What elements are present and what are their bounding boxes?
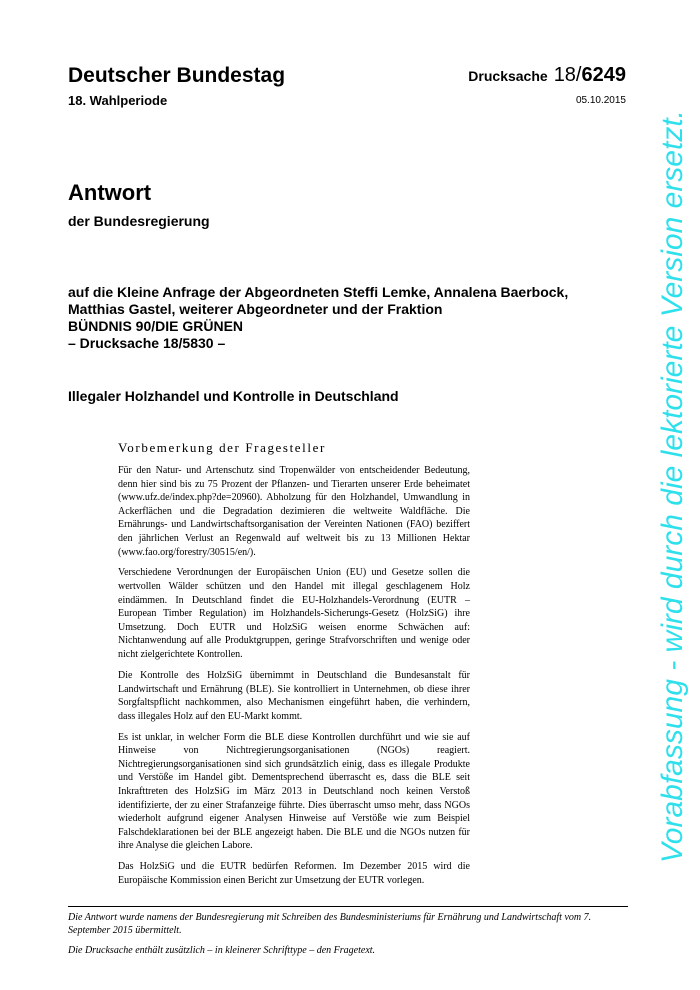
- paragraph: Es ist unklar, in welcher Form die BLE diese Kontrollen durchführt und wie sie auf Hinweise von Nichtregierungsorganisationen (NGOs) reagiert. Nichtregierungsorganisationen sind sich grundsätzlich einig, dass es illegale Produkte und Verstöße im Handel gibt. Dementsprechend überrascht es, dass die BLE seit Inkrafttreten des HolzSiG im März 2013 in Deutschland noch keinen Verstoß identifizierte, der zu einer Strafanzeige führte. Dies überrascht umso mehr, dass NGOs wiederholt aufgrund eigener Analysen Hinweise auf Verstöße wie zum Beispiel Falschdeklarationen bei der BLE angezeigt haben. Die BLE und die NGOs nutzen für ihre Analyse die gleichen Labore.: [118, 731, 470, 852]
- inquiry-reference: [68, 284, 608, 352]
- footnote-transmission: Die Antwort wurde namens der Bundesregierung mit Schreiben des Bundesministeriums für Ernährung und Landwirtschaft vom 7. September 2015 übermittelt.: [68, 912, 592, 936]
- parliament-name: Deutscher Bundestag: [68, 64, 286, 87]
- inquiry-line: BÜNDNIS 90/DIE GRÜNEN: [68, 318, 244, 334]
- inquiry-line: auf die Kleine Anfrage der Abgeordneten Steffi Lemke, Annalena Baerbock,: [68, 284, 569, 300]
- document-number-value: 18/6249: [553, 64, 626, 86]
- inquiry-line: – Drucksache 18/5830 –: [68, 335, 226, 351]
- paragraph: Für den Natur- und Artenschutz sind Tropenwälder von entscheidender Bedeutung, denn hier sind bis zu 75 Prozent der Pflanzen- und Tierarten unserer Erde beheimatet (www.ufz.de/index.php?de=20960). Abholzung für den Holzhandel, Umwandlung in Ackerflächen und die Degradation dezimieren die weltweite Waldfläche. Die Ernährungs- und Landwirtschaftsorganisation der Vereinten Nationen (FAO) beziffert den jährlichen Verlust an Regenwald auf weltweit bis zu 13 Millionen Hektar (www.fao.org/forestry/30515/en/).: [118, 465, 470, 558]
- paragraph: Das HolzSiG und die EUTR bedürfen Reformen. Im Dezember 2015 wird die Europäische Kommission einen Bericht zur Umsetzung der EUTR vorlegen.: [118, 861, 470, 886]
- paragraph: Verschiedene Verordnungen der Europäischen Union (EU) und Gesetze sollen die wertvollen Wälder schützen und den Handel mit illegal geschlagenem Holz eindämmen. In Deutschland findet die EU-Holzhandels-Verordnung (EUTR – European Timber Regulation) im Holzhandels-Sicherungs-Gesetz (HolzSiG) ihre Umsetzung. Doch EUTR und HolzSiG weisen enorme Schwächen auf: Nichtanwendung auf alle Produktgruppen, geringe Strafvorschriften und wenige oder nicht zielgerichtete Kontrollen.: [118, 567, 470, 661]
- inquiry-line: Matthias Gastel, weiterer Abgeordneter und der Fraktion: [68, 301, 443, 317]
- preliminary-remarks-heading: Vorbemerkung der Fragesteller: [118, 440, 326, 455]
- legislative-period: 18. Wahlperiode: [68, 93, 168, 108]
- footnote-divider: [68, 906, 628, 907]
- document-number-label: Drucksache: [468, 68, 548, 84]
- footnote-font-note: Die Drucksache enthält zusätzlich – in kleinerer Schrifttype – den Fragetext.: [68, 945, 376, 956]
- document-title: Antwort: [68, 180, 152, 205]
- inquiry-topic: Illegaler Holzhandel und Kontrolle in Deutschland: [68, 388, 399, 404]
- preliminary-remarks: [118, 440, 470, 895]
- paragraph: Die Kontrolle des HolzSiG übernimmt in Deutschland die Bundesanstalt für Landwirtschaft und Ernährung (BLE). Sie kontrolliert in Unternehmen, ob diese ihrer Sorgfaltspflicht nachkommen, also Mechanismen eingeführt haben, die verhindern, dass illegales Holz auf den EU-Markt kommt.: [118, 669, 470, 722]
- document-date: 05.10.2015: [575, 95, 626, 106]
- document-subtitle: der Bundesregierung: [68, 213, 210, 229]
- document-number: [468, 64, 626, 87]
